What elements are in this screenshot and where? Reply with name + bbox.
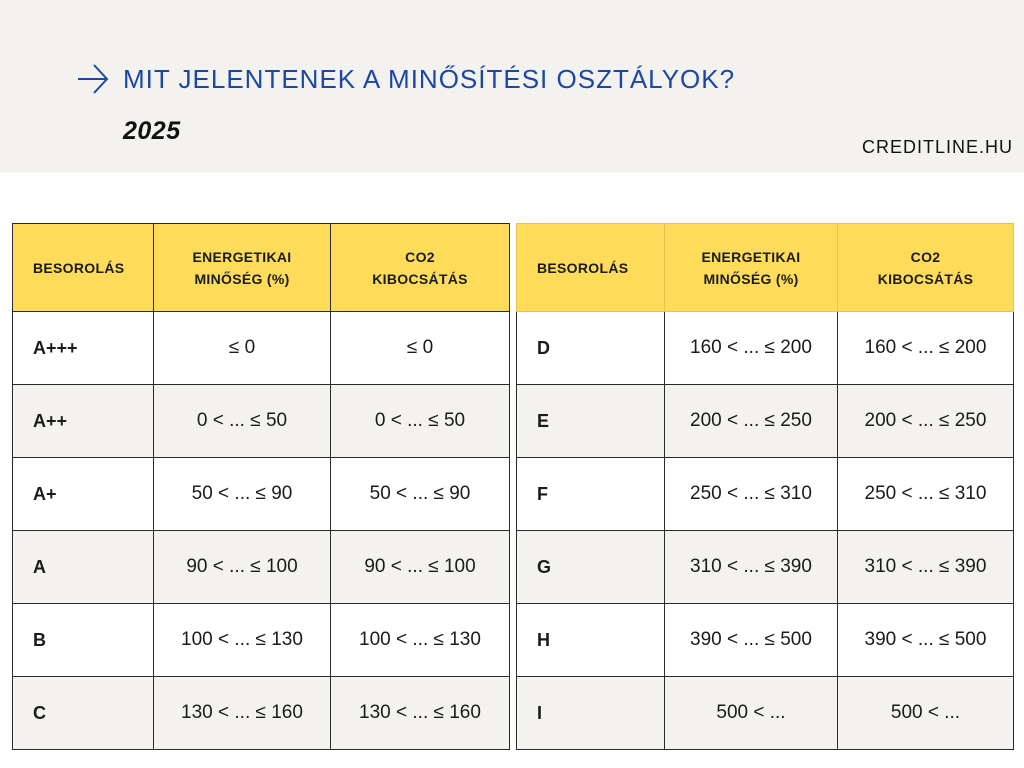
header-co2-line2: KIBOCSÁTÁS: [877, 270, 974, 287]
header-energy: [665, 224, 838, 312]
energy-cell: 250 < ... ≤ 310: [665, 458, 838, 531]
grade-cell: B: [13, 604, 154, 677]
energy-cell: 500 < ...: [665, 677, 838, 750]
year-label: 2025: [123, 117, 181, 145]
table-row: [13, 312, 510, 385]
table-row: [13, 604, 510, 677]
header-grade: BESOROLÁS: [517, 224, 665, 312]
co2-cell: 90 < ... ≤ 100: [331, 531, 510, 604]
header-co2: [838, 224, 1014, 312]
grade-cell: F: [517, 458, 665, 531]
grade-cell: E: [517, 385, 665, 458]
table-header-row: [13, 224, 510, 312]
table-row: [517, 677, 1014, 750]
energy-cell: ≤ 0: [154, 312, 331, 385]
brand-label: CREDITLINE.HU: [862, 137, 1014, 157]
grade-cell: A++: [13, 385, 154, 458]
co2-cell: ≤ 0: [331, 312, 510, 385]
energy-cell: 0 < ... ≤ 50: [154, 385, 331, 458]
rating-table-left: [12, 223, 510, 750]
header-energy-line1: ENERGETIKAI: [701, 248, 801, 265]
rating-table-right: [516, 223, 1014, 750]
table-row: [13, 458, 510, 531]
header-energy-line2: MINŐSÉG (%): [194, 270, 290, 287]
grade-cell: C: [13, 677, 154, 750]
grade-cell: H: [517, 604, 665, 677]
energy-cell: 390 < ... ≤ 500: [665, 604, 838, 677]
co2-cell: 160 < ... ≤ 200: [838, 312, 1014, 385]
co2-cell: 0 < ... ≤ 50: [331, 385, 510, 458]
co2-cell: 390 < ... ≤ 500: [838, 604, 1014, 677]
table-row: [517, 458, 1014, 531]
energy-cell: 50 < ... ≤ 90: [154, 458, 331, 531]
table-row: [13, 385, 510, 458]
table-row: [13, 531, 510, 604]
co2-cell: 310 < ... ≤ 390: [838, 531, 1014, 604]
header-co2-line2: KIBOCSÁTÁS: [372, 270, 468, 287]
co2-cell: 500 < ...: [838, 677, 1014, 750]
grade-cell: D: [517, 312, 665, 385]
header-energy: [154, 224, 331, 312]
page-header: [0, 0, 1024, 173]
page-title: MIT JELENTENEK A MINŐSÍTÉSI OSZTÁLYOK?: [123, 64, 736, 94]
co2-cell: 200 < ... ≤ 250: [838, 385, 1014, 458]
table-row: [13, 677, 510, 750]
energy-cell: 100 < ... ≤ 130: [154, 604, 331, 677]
header-energy-line2: MINŐSÉG (%): [703, 270, 799, 287]
table-row: [517, 604, 1014, 677]
co2-cell: 130 < ... ≤ 160: [331, 677, 510, 750]
table-row: [517, 385, 1014, 458]
grade-cell: I: [517, 677, 665, 750]
header-co2-line1: CO2: [910, 248, 941, 265]
grade-cell: A: [13, 531, 154, 604]
table-header-row: [517, 224, 1014, 312]
co2-cell: 50 < ... ≤ 90: [331, 458, 510, 531]
grade-cell: A+++: [13, 312, 154, 385]
energy-cell: 130 < ... ≤ 160: [154, 677, 331, 750]
energy-cell: 200 < ... ≤ 250: [665, 385, 838, 458]
table-row: [517, 312, 1014, 385]
header-co2: [331, 224, 510, 312]
co2-cell: 250 < ... ≤ 310: [838, 458, 1014, 531]
header-energy-line1: ENERGETIKAI: [192, 248, 292, 265]
energy-cell: 90 < ... ≤ 100: [154, 531, 331, 604]
header-co2-line1: CO2: [405, 248, 435, 265]
co2-cell: 100 < ... ≤ 130: [331, 604, 510, 677]
grade-cell: A+: [13, 458, 154, 531]
energy-cell: 160 < ... ≤ 200: [665, 312, 838, 385]
header-grade: BESOROLÁS: [13, 224, 154, 312]
energy-cell: 310 < ... ≤ 390: [665, 531, 838, 604]
grade-cell: G: [517, 531, 665, 604]
table-row: [517, 531, 1014, 604]
arrow-right-icon: [76, 62, 110, 96]
